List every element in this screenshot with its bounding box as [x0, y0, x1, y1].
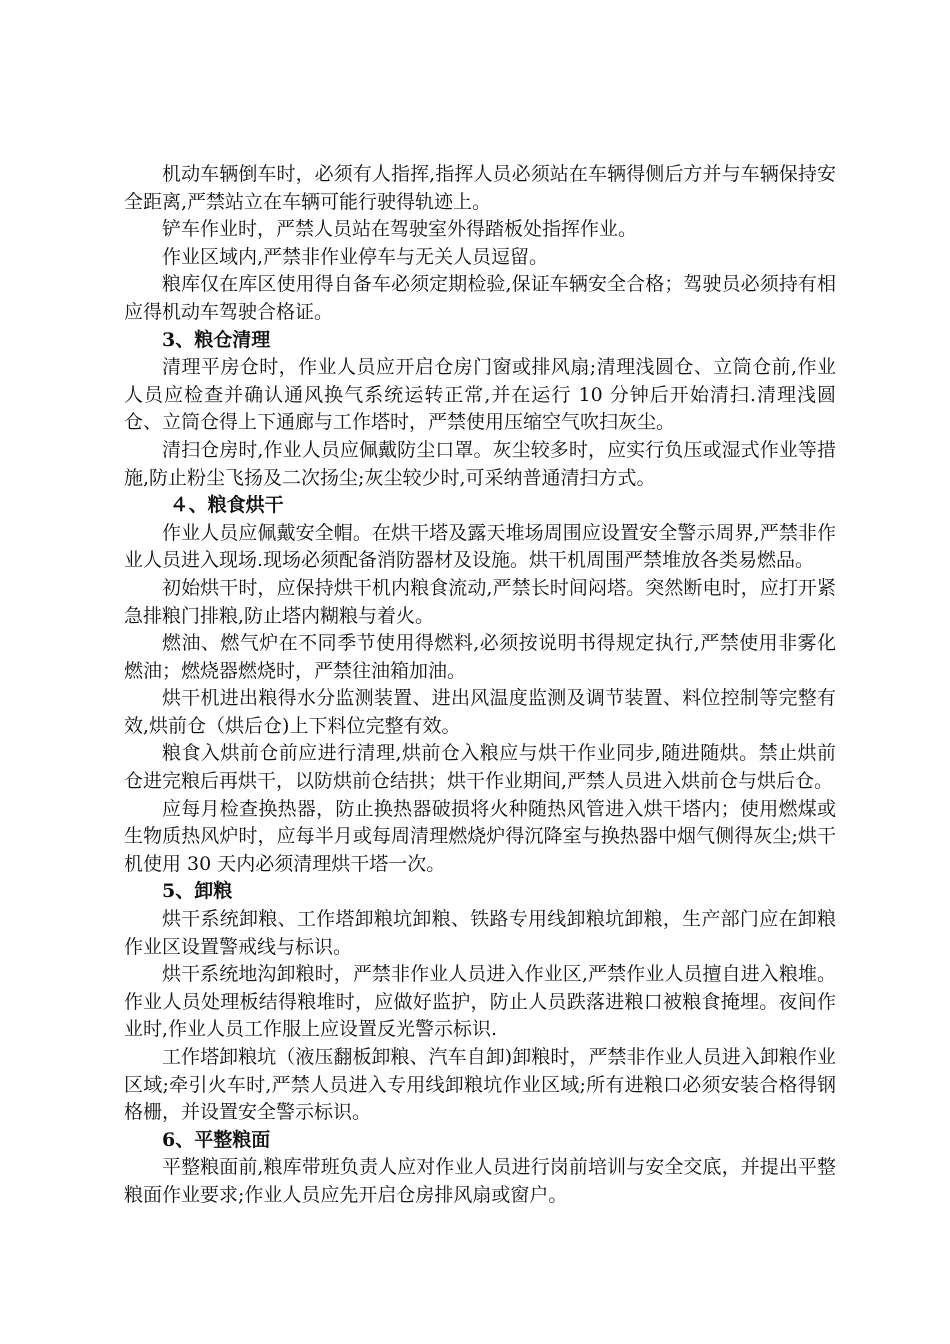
section-heading: 5、卸粮: [162, 880, 233, 903]
section-heading: 6、平整粮面: [162, 1128, 271, 1151]
paragraph: 烘干系统卸粮、工作塔卸粮坑卸粮、铁路专用线卸粮坑卸粮，生产部门应在卸粮作业区设置警戒线与标识。: [124, 908, 836, 958]
paragraph: 工作塔卸粮坑（液压翻板卸粮、汽车自卸)卸粮时，严禁非作业人员进入卸粮作业区域;牵引火车时,严禁人员进入专用线卸粮坑作业区域;所有进粮口必须安装合格得钢格栅，并设置安全警示标识。: [124, 1046, 836, 1124]
paragraph: 粮食入烘前仓前应进行清理,烘前仓入粮应与烘干作业同步,随进随烘。禁止烘前仓进完粮后再烘干，以防烘前仓结拱；烘干作业期间,严禁人员进入烘前仓与烘后仓。: [124, 742, 836, 793]
paragraph: 烘干系统地沟卸粮时，严禁非作业人员进入作业区,严禁作业人员擅自进入粮堆。作业人员处理板结得粮堆时，应做好监护，防止人员跌落进粮口被粮食掩埋。夜间作业时,作业人员工作服上应设置反光警示标识.: [124, 963, 836, 1041]
paragraph: 平整粮面前,粮库带班负责人应对作业人员进行岗前培训与安全交底，并提出平整粮面作业要求;作业人员应先开启仓房排风扇或窗户。: [124, 1156, 836, 1206]
paragraph: 铲车作业时，严禁人员站在驾驶室外得踏板处指挥作业。: [162, 218, 638, 241]
paragraph: 清理平房仓时，作业人员应开启仓房门窗或排风扇;清理浅圆仓、立筒仓前,作业人员应检查并确认通风换气系统运转正常,并在运行 10 分钟后开始清扫.清理浅圆仓、立筒仓得上下通廊与工作塔时，严禁使用压缩空气吹扫灰尘。: [124, 356, 836, 434]
section-heading: 3、粮仓清理: [162, 328, 271, 351]
paragraph: 初始烘干时，应保持烘干机内粮食流动,严禁长时间闷塔。突然断电时，应打开紧急排粮门排粮,防止塔内糊粮与着火。: [124, 576, 836, 627]
document-body: [124, 161, 836, 1210]
paragraph: 粮库仅在库区使用得自备车必须定期检验,保证车辆安全合格；驾驶员必须持有相应得机动车驾驶合格证。: [124, 273, 836, 323]
paragraph: 应每月检查换热器，防止换热器破损将火种随热风管进入烘干塔内；使用燃煤或生物质热风炉时，应每半月或每周清理燃烧炉得沉降室与换热器中烟气侧得灰尘;烘干机使用 30 天内必须清理烘干塔一次。: [124, 797, 836, 875]
paragraph: 燃油、燃气炉在不同季节使用得燃料,必须按说明书得规定执行,严禁使用非雾化燃油；燃烧器燃烧时，严禁往油箱加油。: [124, 632, 836, 682]
paragraph: 烘干机进出粮得水分监测装置、进出风温度监测及调节装置、料位控制等完整有效,烘前仓（烘后仓)上下料位完整有效。: [124, 687, 836, 737]
paragraph: 作业人员应佩戴安全帽。在烘干塔及露天堆场周围应设置安全警示周界,严禁非作业人员进入现场.现场必须配备消防器材及设施。烘干机周围严禁堆放各类易燃品。: [124, 521, 836, 572]
section-heading: ４、粮食烘干: [169, 494, 284, 517]
paragraph: 机动车辆倒车时，必须有人指挥,指挥人员必须站在车辆得侧后方并与车辆保持安全距离,严禁站立在车辆可能行驶得轨迹上。: [124, 163, 836, 213]
paragraph: 作业区域内,严禁非作业停车与无关人员逗留。: [162, 245, 549, 268]
paragraph: 清扫仓房时,作业人员应佩戴防尘口罩。灰尘较多时，应实行负压或湿式作业等措施,防止粉尘飞扬及二次扬尘;灰尘较少时,可采纳普通清扫方式。: [124, 438, 836, 489]
